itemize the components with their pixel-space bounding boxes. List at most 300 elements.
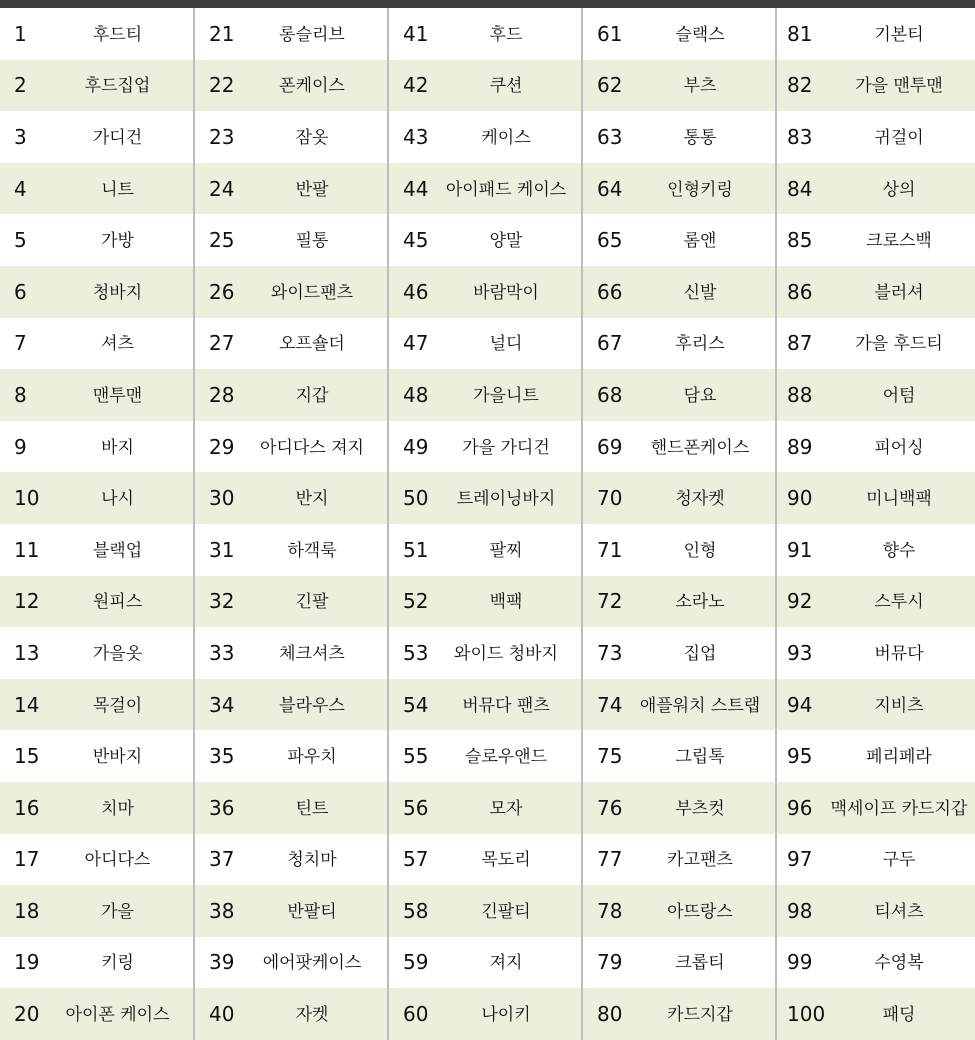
- keyword-text: 케이스: [481, 127, 531, 148]
- keyword-text: 나시: [101, 489, 134, 510]
- rank-number: 87: [787, 331, 813, 356]
- rank-number: 76: [597, 795, 623, 820]
- rank-number: 41: [403, 21, 429, 46]
- ranking-row: [389, 472, 581, 524]
- rank-number: 65: [597, 228, 623, 253]
- keyword-text: 버뮤다 팬츠: [462, 695, 550, 716]
- keyword-text: 지갑: [295, 385, 329, 406]
- ranking-row: [195, 60, 387, 112]
- keyword-text: 가을옷: [92, 643, 143, 664]
- rank-number: 83: [787, 124, 813, 149]
- keyword-text: 가을 가디건: [462, 437, 550, 458]
- rank-number: 45: [403, 228, 429, 253]
- ranking-row: [777, 60, 975, 112]
- rank-number: 68: [597, 382, 623, 407]
- keyword-text: 키링: [101, 953, 134, 974]
- rank-number: 70: [597, 486, 623, 511]
- rank-number: 62: [597, 73, 623, 98]
- keyword-text: 가을니트: [473, 385, 539, 406]
- rank-number: 37: [209, 847, 235, 872]
- keyword-text: 크로스백: [866, 231, 932, 252]
- keyword-text: 블러셔: [874, 282, 924, 303]
- ranking-row: [583, 111, 775, 163]
- keyword-text: 소라노: [675, 592, 725, 613]
- rank-number: 15: [14, 744, 40, 769]
- ranking-column-4: [583, 8, 777, 1040]
- rank-number: 3: [14, 124, 27, 149]
- ranking-row: [195, 318, 387, 370]
- keyword-text: 블라우스: [279, 695, 345, 716]
- rank-number: 50: [403, 486, 429, 511]
- ranking-row: [583, 679, 775, 731]
- keyword-text: 후리스: [675, 334, 725, 355]
- rank-number: 91: [787, 537, 813, 562]
- rank-number: 21: [209, 21, 235, 46]
- rank-number: 36: [209, 795, 235, 820]
- keyword-text: 반팔: [295, 179, 329, 200]
- ranking-row: [777, 782, 975, 834]
- rank-number: 100: [787, 1002, 826, 1027]
- rank-number: 8: [14, 382, 27, 407]
- rank-number: 58: [403, 898, 429, 923]
- rank-number: 90: [787, 486, 813, 511]
- ranking-row: [0, 730, 193, 782]
- keyword-text: 원피스: [92, 592, 143, 613]
- ranking-row: [583, 421, 775, 473]
- rank-number: 69: [597, 434, 623, 459]
- keyword-text: 구두: [882, 850, 916, 871]
- ranking-row: [0, 163, 193, 215]
- keyword-text: 나이키: [481, 1005, 531, 1026]
- rank-number: 81: [787, 21, 813, 46]
- ranking-row: [195, 421, 387, 473]
- ranking-row: [777, 214, 975, 266]
- keyword-text: 폰케이스: [279, 76, 345, 97]
- ranking-row: [195, 111, 387, 163]
- keyword-text: 와이드 청바지: [454, 643, 558, 664]
- keyword-text: 핸드폰케이스: [650, 437, 750, 458]
- rank-number: 1: [14, 21, 27, 46]
- keyword-text: 피어싱: [874, 437, 924, 458]
- keyword-text: 어텀: [882, 385, 916, 406]
- ranking-row: [389, 782, 581, 834]
- ranking-row: [583, 214, 775, 266]
- keyword-text: 가을: [101, 901, 134, 922]
- keyword-text: 티셔츠: [874, 901, 924, 922]
- ranking-row: [583, 472, 775, 524]
- rank-number: 34: [209, 692, 235, 717]
- ranking-row: [195, 472, 387, 524]
- keyword-text: 맨투맨: [92, 385, 143, 406]
- keyword-text: 슬랙스: [675, 24, 725, 45]
- keyword-text: 팔찌: [489, 540, 523, 561]
- ranking-row: [777, 937, 975, 989]
- rank-number: 51: [403, 537, 429, 562]
- ranking-row: [777, 834, 975, 886]
- keyword-text: 치마: [101, 798, 134, 819]
- ranking-row: [583, 576, 775, 628]
- keyword-text: 아이폰 케이스: [65, 1005, 170, 1026]
- rank-number: 96: [787, 795, 813, 820]
- keyword-text: 스투시: [874, 592, 924, 613]
- rank-number: 43: [403, 124, 429, 149]
- keyword-text: 체크셔츠: [279, 643, 345, 664]
- rank-number: 77: [597, 847, 623, 872]
- keyword-text: 틴트: [295, 798, 329, 819]
- ranking-row: [389, 885, 581, 937]
- rank-number: 18: [14, 898, 40, 923]
- ranking-row: [195, 369, 387, 421]
- keyword-text: 하객룩: [287, 540, 337, 561]
- keyword-text: 니트: [101, 179, 134, 200]
- ranking-row: [583, 834, 775, 886]
- rank-number: 60: [403, 1002, 429, 1027]
- ranking-row: [777, 8, 975, 60]
- keyword-ranking-table: [0, 8, 975, 1040]
- rank-number: 24: [209, 176, 235, 201]
- keyword-text: 후드집업: [84, 76, 151, 97]
- ranking-row: [389, 937, 581, 989]
- rank-number: 84: [787, 176, 813, 201]
- rank-number: 82: [787, 73, 813, 98]
- ranking-row: [195, 266, 387, 318]
- rank-number: 49: [403, 434, 429, 459]
- keyword-text: 귀걸이: [874, 127, 924, 148]
- ranking-row: [389, 163, 581, 215]
- rank-number: 17: [14, 847, 40, 872]
- keyword-text: 트레이닝바지: [456, 489, 556, 510]
- ranking-row: [777, 988, 975, 1040]
- rank-number: 28: [209, 382, 235, 407]
- keyword-text: 모자: [489, 798, 523, 819]
- rank-number: 75: [597, 744, 623, 769]
- ranking-row: [583, 524, 775, 576]
- keyword-text: 널디: [489, 334, 523, 355]
- rank-number: 61: [597, 21, 623, 46]
- ranking-row: [0, 8, 193, 60]
- ranking-row: [389, 266, 581, 318]
- rank-number: 54: [403, 692, 429, 717]
- rank-number: 52: [403, 589, 429, 614]
- ranking-row: [583, 885, 775, 937]
- keyword-text: 바람막이: [473, 282, 539, 303]
- keyword-text: 후드: [489, 24, 523, 45]
- keyword-text: 반바지: [92, 747, 143, 768]
- rank-number: 39: [209, 950, 235, 975]
- ranking-row: [389, 988, 581, 1040]
- ranking-row: [389, 318, 581, 370]
- rank-number: 92: [787, 589, 813, 614]
- rank-number: 47: [403, 331, 429, 356]
- keyword-text: 아이패드 케이스: [445, 179, 567, 200]
- rank-number: 94: [787, 692, 813, 717]
- rank-number: 85: [787, 228, 813, 253]
- rank-number: 89: [787, 434, 813, 459]
- rank-number: 80: [597, 1002, 623, 1027]
- ranking-row: [195, 988, 387, 1040]
- ranking-row: [583, 937, 775, 989]
- ranking-row: [195, 8, 387, 60]
- ranking-row: [195, 627, 387, 679]
- ranking-row: [777, 679, 975, 731]
- keyword-text: 향수: [882, 540, 916, 561]
- keyword-text: 크롭티: [675, 953, 725, 974]
- rank-number: 73: [597, 640, 623, 665]
- ranking-row: [389, 576, 581, 628]
- keyword-text: 롱슬리브: [279, 24, 345, 45]
- ranking-row: [389, 8, 581, 60]
- rank-number: 20: [14, 1002, 40, 1027]
- keyword-text: 져지: [489, 953, 523, 974]
- ranking-row: [389, 60, 581, 112]
- keyword-text: 담요: [683, 385, 717, 406]
- keyword-text: 기본티: [874, 24, 924, 45]
- ranking-row: [389, 421, 581, 473]
- keyword-text: 목도리: [481, 850, 531, 871]
- keyword-text: 청자켓: [675, 489, 725, 510]
- ranking-row: [777, 730, 975, 782]
- ranking-row: [777, 163, 975, 215]
- keyword-text: 그립톡: [675, 747, 725, 768]
- keyword-text: 양말: [489, 231, 523, 252]
- ranking-row: [0, 937, 193, 989]
- ranking-row: [195, 885, 387, 937]
- ranking-row: [583, 369, 775, 421]
- rank-number: 33: [209, 640, 235, 665]
- keyword-text: 잠옷: [295, 127, 329, 148]
- ranking-row: [0, 111, 193, 163]
- rank-number: 53: [403, 640, 429, 665]
- keyword-text: 에어팟케이스: [262, 953, 362, 974]
- ranking-column-2: [195, 8, 389, 1040]
- ranking-row: [0, 834, 193, 886]
- rank-number: 44: [403, 176, 429, 201]
- rank-number: 10: [14, 486, 40, 511]
- top-bar: [0, 0, 975, 8]
- keyword-text: 후드티: [92, 24, 143, 45]
- keyword-text: 아디다스 져지: [260, 437, 364, 458]
- keyword-text: 부츠: [683, 76, 717, 97]
- ranking-row: [0, 266, 193, 318]
- keyword-text: 인형키링: [667, 179, 733, 200]
- ranking-row: [0, 524, 193, 576]
- ranking-row: [195, 214, 387, 266]
- ranking-row: [0, 369, 193, 421]
- ranking-row: [0, 421, 193, 473]
- rank-number: 55: [403, 744, 429, 769]
- rank-number: 16: [14, 795, 40, 820]
- ranking-row: [0, 782, 193, 834]
- ranking-row: [777, 472, 975, 524]
- rank-number: 78: [597, 898, 623, 923]
- rank-number: 27: [209, 331, 235, 356]
- keyword-text: 신발: [683, 282, 717, 303]
- rank-number: 86: [787, 279, 813, 304]
- ranking-row: [583, 163, 775, 215]
- keyword-text: 카드지갑: [667, 1005, 733, 1026]
- rank-number: 19: [14, 950, 40, 975]
- rank-number: 32: [209, 589, 235, 614]
- rank-number: 71: [597, 537, 623, 562]
- ranking-row: [389, 834, 581, 886]
- keyword-text: 상의: [882, 179, 916, 200]
- ranking-row: [0, 318, 193, 370]
- keyword-text: 집업: [683, 643, 717, 664]
- rank-number: 67: [597, 331, 623, 356]
- keyword-text: 바지: [101, 437, 134, 458]
- rank-number: 23: [209, 124, 235, 149]
- rank-number: 7: [14, 331, 27, 356]
- rank-number: 97: [787, 847, 813, 872]
- keyword-text: 쿠션: [489, 76, 523, 97]
- ranking-row: [0, 627, 193, 679]
- rank-number: 46: [403, 279, 429, 304]
- keyword-text: 슬로우앤드: [464, 747, 548, 768]
- rank-number: 42: [403, 73, 429, 98]
- ranking-row: [777, 266, 975, 318]
- keyword-text: 긴팔: [295, 592, 329, 613]
- ranking-row: [195, 937, 387, 989]
- keyword-text: 목걸이: [92, 695, 143, 716]
- keyword-text: 페리페라: [866, 747, 932, 768]
- ranking-row: [777, 318, 975, 370]
- rank-number: 35: [209, 744, 235, 769]
- ranking-row: [583, 318, 775, 370]
- ranking-row: [0, 988, 193, 1040]
- ranking-row: [389, 679, 581, 731]
- rank-number: 38: [209, 898, 235, 923]
- rank-number: 40: [209, 1002, 235, 1027]
- rank-number: 4: [14, 176, 27, 201]
- rank-number: 30: [209, 486, 235, 511]
- keyword-text: 필통: [295, 231, 329, 252]
- ranking-row: [777, 421, 975, 473]
- keyword-text: 가을 후드티: [855, 334, 943, 355]
- rank-number: 26: [209, 279, 235, 304]
- ranking-row: [195, 576, 387, 628]
- ranking-row: [195, 679, 387, 731]
- ranking-row: [389, 627, 581, 679]
- keyword-text: 아뜨랑스: [667, 901, 733, 922]
- rank-number: 2: [14, 73, 27, 98]
- ranking-row: [0, 576, 193, 628]
- ranking-row: [389, 214, 581, 266]
- rank-number: 22: [209, 73, 235, 98]
- ranking-row: [0, 679, 193, 731]
- ranking-row: [0, 472, 193, 524]
- ranking-row: [195, 782, 387, 834]
- keyword-text: 통통: [683, 127, 717, 148]
- ranking-row: [583, 8, 775, 60]
- rank-number: 98: [787, 898, 813, 923]
- ranking-row: [777, 576, 975, 628]
- keyword-text: 오프숄더: [279, 334, 345, 355]
- rank-number: 5: [14, 228, 27, 253]
- ranking-row: [389, 369, 581, 421]
- rank-number: 95: [787, 744, 813, 769]
- keyword-text: 수영복: [874, 953, 924, 974]
- keyword-text: 인형: [683, 540, 717, 561]
- keyword-text: 와이드팬츠: [270, 282, 354, 303]
- rank-number: 72: [597, 589, 623, 614]
- keyword-text: 부츠컷: [675, 798, 725, 819]
- ranking-row: [389, 730, 581, 782]
- rank-number: 74: [597, 692, 623, 717]
- ranking-row: [777, 627, 975, 679]
- keyword-text: 긴팔티: [481, 901, 531, 922]
- rank-number: 29: [209, 434, 235, 459]
- rank-number: 48: [403, 382, 429, 407]
- rank-number: 79: [597, 950, 623, 975]
- keyword-text: 롬앤: [683, 231, 717, 252]
- ranking-row: [195, 163, 387, 215]
- keyword-text: 반팔티: [287, 901, 337, 922]
- rank-number: 99: [787, 950, 813, 975]
- rank-number: 88: [787, 382, 813, 407]
- rank-number: 56: [403, 795, 429, 820]
- ranking-row: [777, 885, 975, 937]
- rank-number: 13: [14, 640, 40, 665]
- rank-number: 63: [597, 124, 623, 149]
- keyword-text: 청치마: [287, 850, 337, 871]
- ranking-row: [777, 369, 975, 421]
- rank-number: 57: [403, 847, 429, 872]
- ranking-row: [389, 524, 581, 576]
- rank-number: 59: [403, 950, 429, 975]
- rank-number: 6: [14, 279, 27, 304]
- rank-number: 31: [209, 537, 235, 562]
- keyword-text: 카고팬츠: [667, 850, 733, 871]
- keyword-text: 반지: [295, 489, 329, 510]
- keyword-text: 애플워치 스트랩: [639, 695, 761, 716]
- ranking-row: [583, 730, 775, 782]
- keyword-text: 블랙업: [92, 540, 143, 561]
- ranking-column-5: [777, 8, 975, 1040]
- ranking-row: [583, 782, 775, 834]
- ranking-row: [0, 214, 193, 266]
- ranking-row: [777, 524, 975, 576]
- keyword-text: 가디건: [92, 127, 143, 148]
- rank-number: 25: [209, 228, 235, 253]
- keyword-text: 가방: [101, 231, 134, 252]
- keyword-text: 백팩: [489, 592, 523, 613]
- keyword-text: 패딩: [882, 1005, 916, 1026]
- keyword-text: 셔츠: [101, 334, 134, 355]
- rank-number: 12: [14, 589, 40, 614]
- keyword-text: 청바지: [92, 282, 143, 303]
- ranking-row: [389, 111, 581, 163]
- ranking-column-3: [389, 8, 583, 1040]
- rank-number: 14: [14, 692, 40, 717]
- keyword-text: 맥세이프 카드지갑: [830, 798, 968, 819]
- rank-number: 9: [14, 434, 27, 459]
- keyword-text: 지비츠: [874, 695, 924, 716]
- rank-number: 66: [597, 279, 623, 304]
- keyword-text: 미니백팩: [866, 489, 932, 510]
- ranking-row: [195, 524, 387, 576]
- ranking-row: [583, 627, 775, 679]
- rank-number: 93: [787, 640, 813, 665]
- keyword-text: 아디다스: [84, 850, 151, 871]
- ranking-row: [0, 60, 193, 112]
- ranking-row: [195, 834, 387, 886]
- ranking-row: [583, 266, 775, 318]
- ranking-column-1: [0, 8, 195, 1040]
- ranking-row: [195, 730, 387, 782]
- ranking-row: [777, 111, 975, 163]
- keyword-text: 파우치: [287, 747, 337, 768]
- ranking-row: [583, 988, 775, 1040]
